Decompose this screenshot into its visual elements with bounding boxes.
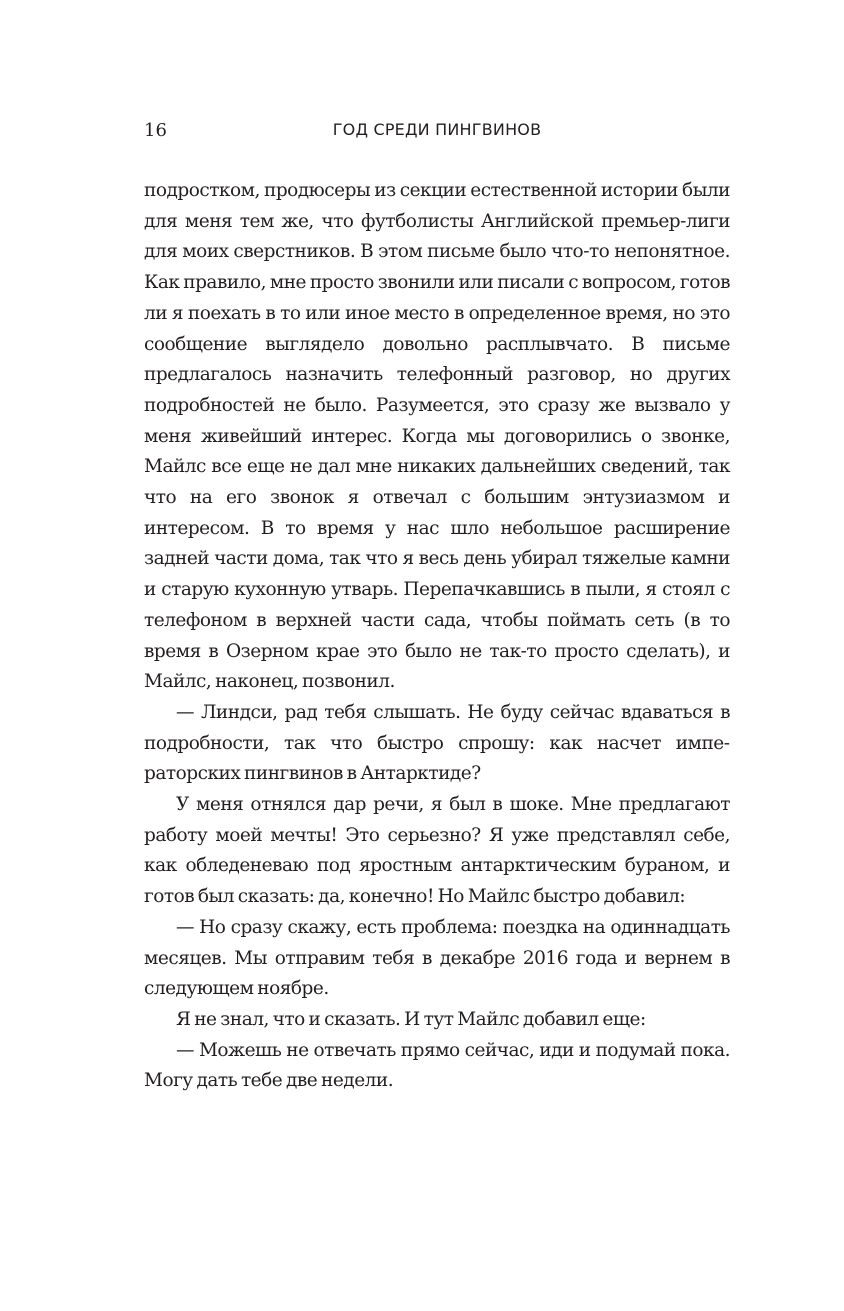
paragraph-continued: подростком, продюсеры из секции естественной истории были для меня тем же, что футболисты Английской премьер-лиги для моих сверстников. В этом письме было что-то непонятное. Как правило, мне просто звонили или писали с вопросом, готов ли я поехать в то или иное место в определенное время, но это сообщение выглядело довольно расплывчато. В письме предлагалось назначить телефонный разговор, но других подробностей не было. Разумеется, это сразу же вызвало у меня живейший интерес. Когда мы договорились о звонке, Майлс все еще не дал мне никаких дальнейших сведений, так что на его звонок я отвечал с большим энтузиазмом и интересом. В то время у нас шло небольшое расширение задней части дома, так что я весь день убирал тяжелые камни и старую кухонную утварь. Перепачкавшись в пыли, я стоял с телефоном в верхней части сада, чтобы поймать сеть (в то время в Озерном крае это было не так-то просто сделать), и Майлс, наконец, позвонил. [144,180,730,693]
dialogue-paragraph: — Можешь не отвечать прямо сейчас, иди и подумай пока. Могу дать тебе две недели. [144,1039,730,1092]
dialogue-paragraph: — Линдси, рад тебя слышать. Не буду сейчас вдаваться в подробности, так что быстро спрошу: как насчет императорских пингвинов в Антарктиде? [144,701,730,785]
running-title: ГОД СРЕДИ ПИНГВИНОВ [332,120,542,139]
page-number: 16 [144,120,167,141]
paragraph: У меня отнялся дар речи, я был в шоке. Мне предлагают работу моей мечты! Это серьезно? Я уже представлял себе, как обледеневаю под яростным антарктическим бураном, и готов был сказать: да, конечно! Но Майлс быстро добавил: [144,794,730,908]
page-header [144,120,730,146]
body-text [144,176,730,1097]
dialogue-paragraph: — Но сразу скажу, есть проблема: поездка на одиннадцать месяцев. Мы отправим тебя в декабре 2016 года и вернем в следующем ноябре. [144,916,730,1000]
paragraph: Я не знал, что и сказать. И тут Майлс добавил еще: [176,1008,646,1030]
